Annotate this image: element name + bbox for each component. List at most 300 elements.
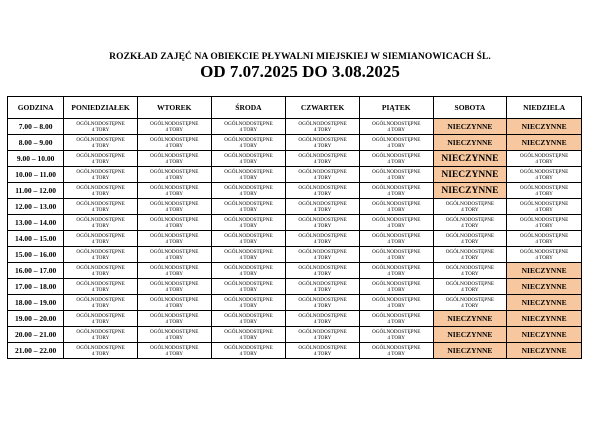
lanes-label: 4 TORY [313, 190, 332, 197]
closed-cell-saturday: NIECZYNNE [433, 311, 507, 327]
lanes-label: 4 TORY [313, 158, 332, 165]
open-cell-tuesday [137, 167, 211, 183]
lanes-label: 4 TORY [535, 158, 553, 165]
lanes-label: 4 TORY [165, 286, 184, 293]
lanes-label: 4 TORY [165, 222, 184, 229]
closed-cell-sunday: NIECZYNNE [507, 343, 582, 359]
lanes-label: 4 TORY [165, 238, 184, 245]
open-label: OGÓLNODOSTĘPNE [76, 168, 125, 175]
date-range-title: OD 7.07.2025 DO 3.08.2025 [200, 62, 400, 81]
closed-cell-sunday: NIECZYNNE [507, 135, 582, 151]
open-label: OGÓLNODOSTĘPNE [298, 296, 347, 303]
lanes-label: 4 TORY [165, 174, 184, 181]
lanes-label: 4 TORY [313, 174, 332, 181]
time-slot-cell: 10.00 – 11.00 [8, 167, 64, 183]
open-cell-saturday [433, 279, 507, 295]
table-row [8, 231, 582, 247]
lanes-label: 4 TORY [165, 270, 184, 277]
lanes-label: 4 TORY [387, 222, 406, 229]
lanes-label: 4 TORY [239, 350, 258, 357]
schedule-body [8, 119, 582, 359]
open-cell-friday [359, 311, 433, 327]
time-slot-cell: 12.00 – 13.00 [8, 199, 64, 215]
header-saturday: SOBOTA [433, 97, 507, 119]
closed-cell-sunday: NIECZYNNE [507, 295, 582, 311]
open-cell-thursday [286, 119, 360, 135]
lanes-label: 4 TORY [165, 206, 184, 213]
open-cell-monday [64, 215, 138, 231]
closed-cell-sunday: NIECZYNNE [507, 279, 582, 295]
open-cell-wednesday [211, 215, 286, 231]
open-label: OGÓLNODOSTĘPNE [445, 216, 495, 223]
open-label: OGÓLNODOSTĘPNE [298, 312, 347, 319]
open-cell-sunday [507, 183, 582, 199]
lanes-label: 4 TORY [387, 270, 406, 277]
lanes-label: 4 TORY [165, 158, 184, 165]
open-cell-monday [64, 231, 138, 247]
open-label: OGÓLNODOSTĘPNE [298, 168, 347, 175]
open-label: OGÓLNODOSTĘPNE [150, 168, 199, 175]
open-label: OGÓLNODOSTĘPNE [445, 296, 495, 303]
open-label: OGÓLNODOSTĘPNE [298, 152, 347, 159]
open-label: OGÓLNODOSTĘPNE [298, 216, 347, 223]
lanes-label: 4 TORY [91, 238, 110, 245]
open-cell-monday [64, 343, 138, 359]
lanes-label: 4 TORY [313, 286, 332, 293]
open-label: OGÓLNODOSTĘPNE [298, 184, 347, 191]
closed-cell-sunday: NIECZYNNE [507, 119, 582, 135]
table-row [8, 151, 582, 167]
open-cell-thursday [286, 167, 360, 183]
open-cell-wednesday [211, 119, 286, 135]
closed-cell-sunday: NIECZYNNE [507, 263, 582, 279]
header-friday: PIĄTEK [359, 97, 433, 119]
schedule-table [7, 96, 582, 359]
lanes-label: 4 TORY [239, 158, 258, 165]
open-label: OGÓLNODOSTĘPNE [298, 248, 347, 255]
open-cell-friday [359, 343, 433, 359]
open-cell-tuesday [137, 247, 211, 263]
open-cell-wednesday [211, 199, 286, 215]
open-label: OGÓLNODOSTĘPNE [76, 216, 125, 223]
open-label: OGÓLNODOSTĘPNE [76, 280, 125, 287]
lanes-label: 4 TORY [535, 206, 553, 213]
table-row [8, 295, 582, 311]
closed-cell-saturday: NIECZYNNE [433, 119, 507, 135]
lanes-label: 4 TORY [387, 142, 406, 149]
open-label: OGÓLNODOSTĘPNE [298, 200, 347, 207]
open-label: OGÓLNODOSTĘPNE [372, 184, 421, 191]
lanes-label: 4 TORY [239, 286, 258, 293]
open-cell-tuesday [137, 327, 211, 343]
open-label: OGÓLNODOSTĘPNE [76, 120, 125, 127]
lanes-label: 4 TORY [387, 238, 406, 245]
open-label: OGÓLNODOSTĘPNE [372, 152, 421, 159]
lanes-label: 4 TORY [91, 190, 110, 197]
table-row [8, 343, 582, 359]
open-label: OGÓLNODOSTĘPNE [150, 216, 199, 223]
lanes-label: 4 TORY [91, 222, 110, 229]
open-label: OGÓLNODOSTĘPNE [445, 232, 495, 239]
lanes-label: 4 TORY [535, 238, 553, 245]
open-label: OGÓLNODOSTĘPNE [298, 344, 347, 351]
lanes-label: 4 TORY [165, 190, 184, 197]
open-label: OGÓLNODOSTĘPNE [224, 120, 273, 127]
open-cell-thursday [286, 135, 360, 151]
open-cell-monday [64, 279, 138, 295]
open-label: OGÓLNODOSTĘPNE [150, 280, 199, 287]
lanes-label: 4 TORY [313, 318, 332, 325]
open-label: OGÓLNODOSTĘPNE [519, 168, 569, 175]
open-cell-thursday [286, 183, 360, 199]
lanes-label: 4 TORY [165, 254, 184, 261]
open-cell-thursday [286, 247, 360, 263]
header-sunday: NIEDZIELA [507, 97, 582, 119]
lanes-label: 4 TORY [239, 222, 258, 229]
open-cell-friday [359, 167, 433, 183]
closed-cell-sunday: NIECZYNNE [507, 327, 582, 343]
closed-cell-saturday: NIECZYNNE [433, 167, 507, 183]
time-slot-cell: 11.00 – 12.00 [8, 183, 64, 199]
open-cell-sunday [507, 199, 582, 215]
lanes-label: 4 TORY [165, 142, 184, 149]
open-label: OGÓLNODOSTĘPNE [372, 248, 421, 255]
header-monday: PONIEDZIAŁEK [64, 97, 138, 119]
open-label: OGÓLNODOSTĘPNE [76, 232, 125, 239]
open-label: OGÓLNODOSTĘPNE [445, 248, 495, 255]
lanes-label: 4 TORY [239, 174, 258, 181]
lanes-label: 4 TORY [387, 334, 406, 341]
lanes-label: 4 TORY [461, 206, 479, 213]
lanes-label: 4 TORY [313, 126, 332, 133]
open-label: OGÓLNODOSTĘPNE [150, 120, 199, 127]
open-label: OGÓLNODOSTĘPNE [150, 248, 199, 255]
time-slot-cell: 18.00 – 19.00 [8, 295, 64, 311]
open-label: OGÓLNODOSTĘPNE [519, 248, 569, 255]
open-label: OGÓLNODOSTĘPNE [76, 296, 125, 303]
open-label: OGÓLNODOSTĘPNE [76, 328, 125, 335]
open-label: OGÓLNODOSTĘPNE [372, 216, 421, 223]
lanes-label: 4 TORY [461, 302, 479, 309]
lanes-label: 4 TORY [165, 334, 184, 341]
open-cell-tuesday [137, 231, 211, 247]
lanes-label: 4 TORY [239, 302, 258, 309]
open-label: OGÓLNODOSTĘPNE [372, 200, 421, 207]
lanes-label: 4 TORY [239, 142, 258, 149]
lanes-label: 4 TORY [239, 254, 258, 261]
open-label: OGÓLNODOSTĘPNE [224, 328, 273, 335]
open-cell-saturday [433, 295, 507, 311]
time-slot-cell: 17.00 – 18.00 [8, 279, 64, 295]
lanes-label: 4 TORY [461, 238, 479, 245]
open-cell-monday [64, 295, 138, 311]
open-label: OGÓLNODOSTĘPNE [224, 344, 273, 351]
open-cell-friday [359, 279, 433, 295]
lanes-label: 4 TORY [387, 302, 406, 309]
open-label: OGÓLNODOSTĘPNE [150, 296, 199, 303]
open-cell-friday [359, 119, 433, 135]
lanes-label: 4 TORY [91, 270, 110, 277]
open-label: OGÓLNODOSTĘPNE [76, 312, 125, 319]
lanes-label: 4 TORY [313, 350, 332, 357]
open-cell-sunday [507, 151, 582, 167]
open-cell-monday [64, 199, 138, 215]
lanes-label: 4 TORY [535, 174, 553, 181]
closed-cell-saturday: NIECZYNNE [433, 327, 507, 343]
open-label: OGÓLNODOSTĘPNE [224, 152, 273, 159]
table-row [8, 215, 582, 231]
open-cell-friday [359, 151, 433, 167]
open-cell-thursday [286, 215, 360, 231]
table-row [8, 247, 582, 263]
header-row [8, 97, 582, 119]
table-row [8, 135, 582, 151]
time-slot-cell: 13.00 – 14.00 [8, 215, 64, 231]
open-cell-wednesday [211, 295, 286, 311]
lanes-label: 4 TORY [461, 254, 479, 261]
lanes-label: 4 TORY [313, 254, 332, 261]
open-label: OGÓLNODOSTĘPNE [519, 216, 569, 223]
header-hour: GODZINA [8, 97, 64, 119]
lanes-label: 4 TORY [387, 286, 406, 293]
lanes-label: 4 TORY [387, 126, 406, 133]
lanes-label: 4 TORY [461, 270, 479, 277]
open-cell-saturday [433, 199, 507, 215]
lanes-label: 4 TORY [387, 350, 406, 357]
lanes-label: 4 TORY [535, 190, 553, 197]
closed-cell-saturday: NIECZYNNE [433, 151, 507, 167]
open-label: OGÓLNODOSTĘPNE [150, 328, 199, 335]
open-label: OGÓLNODOSTĘPNE [298, 136, 347, 143]
open-label: OGÓLNODOSTĘPNE [150, 312, 199, 319]
open-cell-friday [359, 183, 433, 199]
open-label: OGÓLNODOSTĘPNE [372, 168, 421, 175]
lanes-label: 4 TORY [91, 350, 110, 357]
lanes-label: 4 TORY [239, 318, 258, 325]
lanes-label: 4 TORY [387, 190, 406, 197]
open-label: OGÓLNODOSTĘPNE [372, 344, 421, 351]
open-label: OGÓLNODOSTĘPNE [519, 200, 569, 207]
open-cell-saturday [433, 263, 507, 279]
open-label: OGÓLNODOSTĘPNE [224, 184, 273, 191]
time-slot-cell: 7.00 – 8.00 [8, 119, 64, 135]
open-cell-wednesday [211, 247, 286, 263]
open-label: OGÓLNODOSTĘPNE [224, 280, 273, 287]
open-cell-friday [359, 327, 433, 343]
open-label: OGÓLNODOSTĘPNE [372, 296, 421, 303]
open-label: OGÓLNODOSTĘPNE [519, 184, 569, 191]
open-label: OGÓLNODOSTĘPNE [224, 168, 273, 175]
open-cell-thursday [286, 151, 360, 167]
lanes-label: 4 TORY [387, 174, 406, 181]
lanes-label: 4 TORY [313, 222, 332, 229]
lanes-label: 4 TORY [387, 158, 406, 165]
open-cell-monday [64, 263, 138, 279]
document-title: ROZKŁAD ZAJĘĆ NA OBIEKCIE PŁYWALNI MIEJSKIEJ W SIEMIANOWICACH ŚL. [109, 52, 491, 62]
open-cell-friday [359, 215, 433, 231]
open-label: OGÓLNODOSTĘPNE [224, 216, 273, 223]
open-label: OGÓLNODOSTĘPNE [224, 296, 273, 303]
open-cell-tuesday [137, 295, 211, 311]
lanes-label: 4 TORY [461, 286, 479, 293]
open-label: OGÓLNODOSTĘPNE [445, 200, 495, 207]
open-cell-tuesday [137, 135, 211, 151]
open-label: OGÓLNODOSTĘPNE [298, 232, 347, 239]
open-label: OGÓLNODOSTĘPNE [150, 200, 199, 207]
open-cell-thursday [286, 311, 360, 327]
table-row [8, 167, 582, 183]
open-cell-thursday [286, 327, 360, 343]
open-cell-tuesday [137, 199, 211, 215]
header-thursday: CZWARTEK [286, 97, 360, 119]
table-row [8, 183, 582, 199]
closed-cell-saturday: NIECZYNNE [433, 135, 507, 151]
open-cell-monday [64, 135, 138, 151]
open-cell-tuesday [137, 343, 211, 359]
lanes-label: 4 TORY [91, 158, 110, 165]
lanes-label: 4 TORY [239, 126, 258, 133]
lanes-label: 4 TORY [239, 238, 258, 245]
open-label: OGÓLNODOSTĘPNE [298, 328, 347, 335]
open-label: OGÓLNODOSTĘPNE [445, 264, 495, 271]
open-cell-friday [359, 199, 433, 215]
time-slot-cell: 20.00 – 21.00 [8, 327, 64, 343]
open-cell-thursday [286, 279, 360, 295]
open-cell-monday [64, 167, 138, 183]
open-cell-thursday [286, 343, 360, 359]
open-cell-wednesday [211, 231, 286, 247]
open-cell-sunday [507, 247, 582, 263]
lanes-label: 4 TORY [91, 174, 110, 181]
open-cell-thursday [286, 295, 360, 311]
lanes-label: 4 TORY [91, 286, 110, 293]
time-slot-cell: 16.00 – 17.00 [8, 263, 64, 279]
lanes-label: 4 TORY [91, 318, 110, 325]
open-cell-saturday [433, 231, 507, 247]
open-cell-tuesday [137, 151, 211, 167]
table-row [8, 119, 582, 135]
closed-cell-sunday: NIECZYNNE [507, 311, 582, 327]
lanes-label: 4 TORY [313, 334, 332, 341]
open-cell-monday [64, 311, 138, 327]
lanes-label: 4 TORY [535, 222, 553, 229]
time-slot-cell: 15.00 – 16.00 [8, 247, 64, 263]
open-label: OGÓLNODOSTĘPNE [224, 264, 273, 271]
time-slot-cell: 21.00 – 22.00 [8, 343, 64, 359]
open-cell-wednesday [211, 151, 286, 167]
open-cell-tuesday [137, 263, 211, 279]
open-cell-saturday [433, 215, 507, 231]
open-cell-friday [359, 263, 433, 279]
open-label: OGÓLNODOSTĘPNE [519, 152, 569, 159]
lanes-label: 4 TORY [239, 190, 258, 197]
table-row [8, 311, 582, 327]
open-cell-wednesday [211, 135, 286, 151]
open-cell-monday [64, 247, 138, 263]
open-cell-monday [64, 327, 138, 343]
lanes-label: 4 TORY [313, 270, 332, 277]
closed-cell-saturday: NIECZYNNE [433, 183, 507, 199]
open-cell-friday [359, 135, 433, 151]
open-cell-monday [64, 151, 138, 167]
open-label: OGÓLNODOSTĘPNE [150, 136, 199, 143]
closed-cell-saturday: NIECZYNNE [433, 343, 507, 359]
time-slot-cell: 14.00 – 15.00 [8, 231, 64, 247]
open-cell-tuesday [137, 215, 211, 231]
table-row [8, 327, 582, 343]
open-cell-friday [359, 295, 433, 311]
open-label: OGÓLNODOSTĘPNE [150, 344, 199, 351]
open-label: OGÓLNODOSTĘPNE [76, 184, 125, 191]
header-tuesday: WTOREK [137, 97, 211, 119]
open-cell-sunday [507, 215, 582, 231]
open-label: OGÓLNODOSTĘPNE [372, 264, 421, 271]
open-label: OGÓLNODOSTĘPNE [298, 120, 347, 127]
open-label: OGÓLNODOSTĘPNE [76, 152, 125, 159]
lanes-label: 4 TORY [535, 254, 553, 261]
open-cell-wednesday [211, 183, 286, 199]
open-label: OGÓLNODOSTĘPNE [76, 344, 125, 351]
open-label: OGÓLNODOSTĘPNE [150, 264, 199, 271]
open-cell-wednesday [211, 343, 286, 359]
open-label: OGÓLNODOSTĘPNE [150, 152, 199, 159]
time-slot-cell: 9.00 – 10.00 [8, 151, 64, 167]
table-row [8, 279, 582, 295]
open-label: OGÓLNODOSTĘPNE [224, 136, 273, 143]
open-label: OGÓLNODOSTĘPNE [519, 232, 569, 239]
lanes-label: 4 TORY [239, 206, 258, 213]
open-cell-sunday [507, 167, 582, 183]
header-wednesday: ŚRODA [211, 97, 286, 119]
lanes-label: 4 TORY [91, 206, 110, 213]
open-cell-wednesday [211, 263, 286, 279]
open-label: OGÓLNODOSTĘPNE [224, 312, 273, 319]
open-label: OGÓLNODOSTĘPNE [372, 328, 421, 335]
open-label: OGÓLNODOSTĘPNE [224, 248, 273, 255]
lanes-label: 4 TORY [91, 302, 110, 309]
open-cell-saturday [433, 247, 507, 263]
open-label: OGÓLNODOSTĘPNE [76, 264, 125, 271]
open-label: OGÓLNODOSTĘPNE [372, 312, 421, 319]
open-cell-wednesday [211, 327, 286, 343]
table-row [8, 263, 582, 279]
open-label: OGÓLNODOSTĘPNE [76, 136, 125, 143]
lanes-label: 4 TORY [313, 302, 332, 309]
time-slot-cell: 19.00 – 20.00 [8, 311, 64, 327]
open-label: OGÓLNODOSTĘPNE [224, 200, 273, 207]
open-label: OGÓLNODOSTĘPNE [76, 248, 125, 255]
open-cell-monday [64, 183, 138, 199]
lanes-label: 4 TORY [91, 142, 110, 149]
lanes-label: 4 TORY [239, 334, 258, 341]
open-label: OGÓLNODOSTĘPNE [372, 280, 421, 287]
lanes-label: 4 TORY [165, 350, 184, 357]
open-label: OGÓLNODOSTĘPNE [372, 136, 421, 143]
lanes-label: 4 TORY [387, 206, 406, 213]
open-label: OGÓLNODOSTĘPNE [372, 232, 421, 239]
lanes-label: 4 TORY [313, 238, 332, 245]
lanes-label: 4 TORY [461, 222, 479, 229]
open-cell-thursday [286, 231, 360, 247]
open-label: OGÓLNODOSTĘPNE [372, 120, 421, 127]
lanes-label: 4 TORY [165, 318, 184, 325]
lanes-label: 4 TORY [387, 254, 406, 261]
open-label: OGÓLNODOSTĘPNE [150, 232, 199, 239]
open-cell-wednesday [211, 167, 286, 183]
open-label: OGÓLNODOSTĘPNE [298, 264, 347, 271]
lanes-label: 4 TORY [91, 254, 110, 261]
open-cell-tuesday [137, 311, 211, 327]
